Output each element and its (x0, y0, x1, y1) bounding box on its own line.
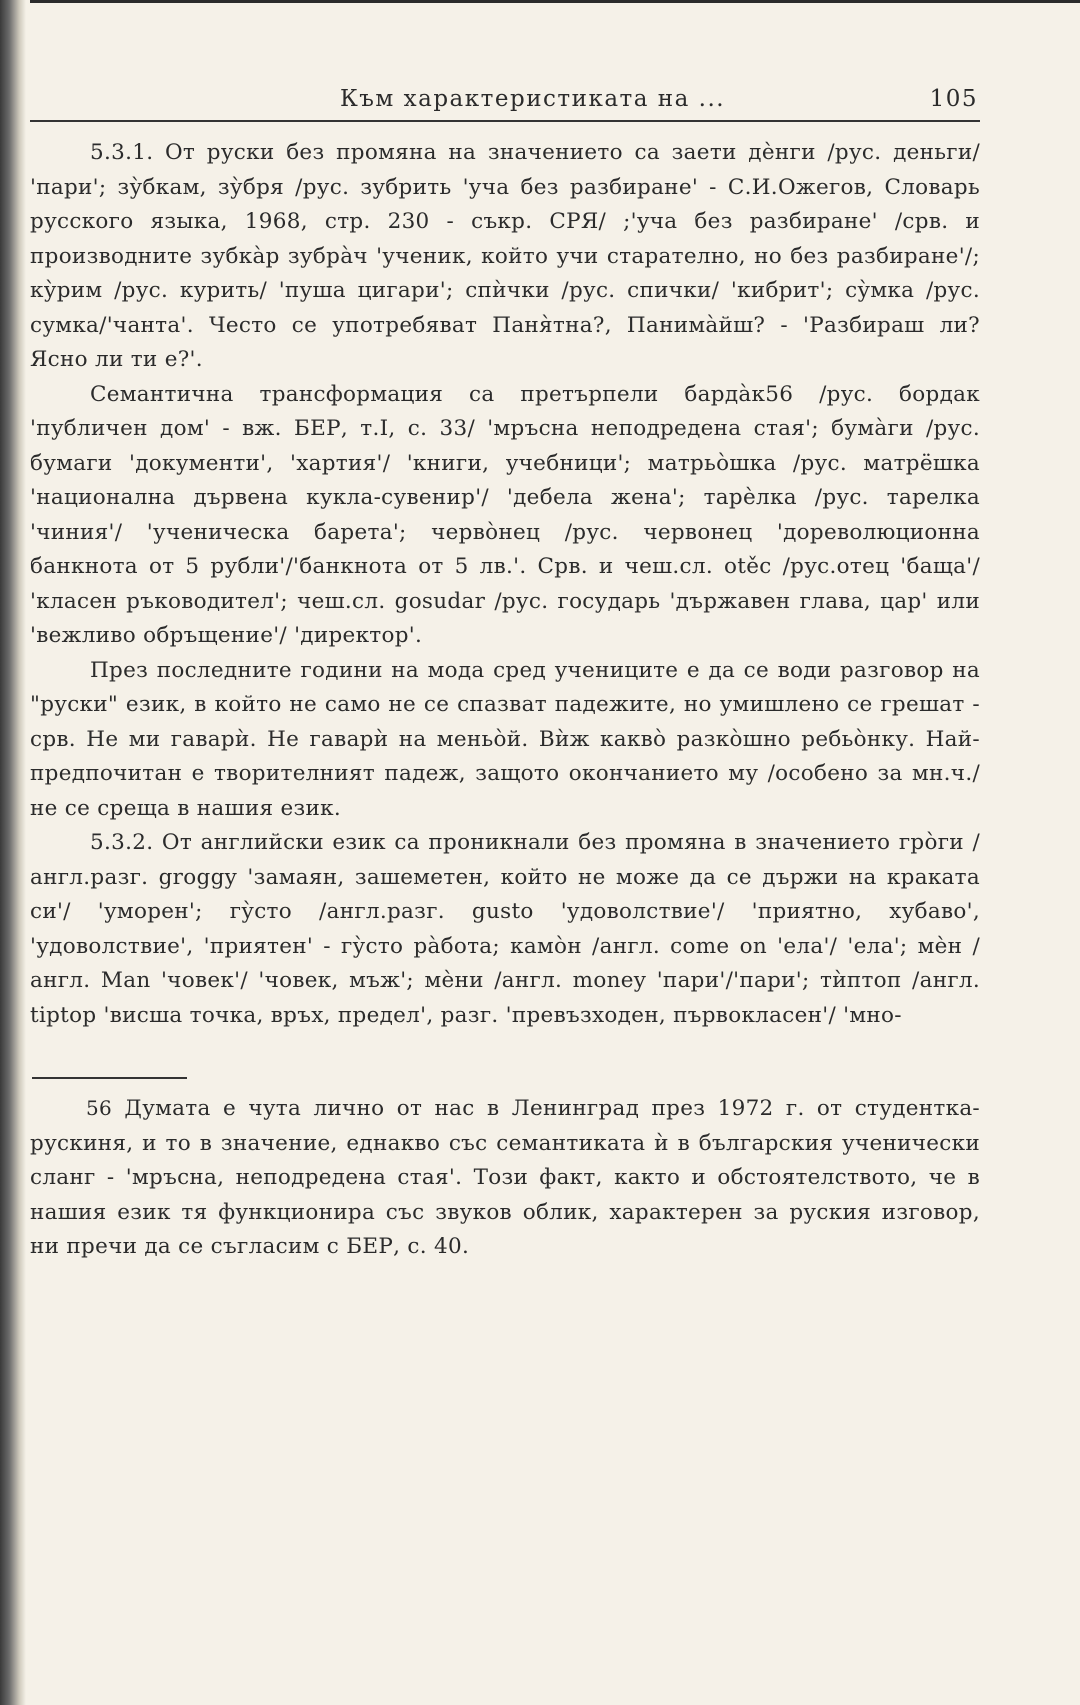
paragraph-5-3-1: 5.3.1. От руски без промяна на значението са заети дѐнги /рус. деньги/ 'пари'; зу̀бкам, зу̀бря /рус. зубрить 'уча без разбиране' - С.И.Ожегов, Словарь русского языка, 1968, стр. 230 - съкр. СРЯ/ ;'уча без разбиране' /срв. и производните зубка̀р зубра̀ч 'ученик, който учи старателно, но без разбиране'/; ку̀рим /рус. курить/ 'пуша цигари'; спѝчки /рус. спички/ 'кибрит'; су̀мка /рус. сумка/'чанта'. Често се употребяват Паня̀тна?, Панима̀йш? - 'Разбираш ли? Ясно ли ти е?'. (30, 140, 980, 372)
top-rule (30, 0, 1080, 3)
footnote (30, 1091, 980, 1265)
footnote-number: 56 (86, 1096, 113, 1120)
running-head (30, 80, 980, 122)
book-binding-edge (0, 0, 26, 1705)
page-number: 105 (929, 86, 978, 112)
footnote-text: Думата е чута лично от нас в Ленинград през 1972 г. от студентка-рускиня, и то в значение, еднакво със семантиката ѝ в българския ученически сланг - 'мръсна, неподредена стая'. Този факт, както и обстоятелството, че в нашия език тя функционира със звуков облик, характерен за руския изговор, ни пречи да се съгласим с БЕР, с. 40. (30, 1096, 981, 1259)
book-page (30, 80, 980, 1265)
running-head-title: Към характеристиката на ... (340, 86, 726, 112)
paragraph-5-3-2: 5.3.2. От английски език са проникнали без промяна в значението гро̀ги /англ.разг. groggy 'замаян, зашеметен, който не може да се държи на краката си'/ 'уморен'; гу̀сто /англ.разг. gusto 'удоволствие'/ 'приятно, хубаво', 'удоволствие', 'приятен' - гу̀сто ра̀бота; камо̀н /англ. come on 'ела'/ 'ела'; мѐн /англ. Man 'човек'/ 'човек, мъж'; мѐни /англ. money 'пари'/'пари'; тѝптоп /англ. tiptop 'висша точка, връх, предел', разг. 'превъзходен, първокласен'/ 'мно- (30, 830, 980, 1028)
main-text (30, 136, 980, 1033)
footnote-divider (32, 1077, 187, 1079)
paragraph-semantic-transformation: Семантична трансформация са претърпели барда̀к56 /рус. бордак 'публичен дом' - вж. БЕР, т.I, с. 33/ 'мръсна неподредена стая'; бума̀ги /рус. бумаги 'документи', 'хартия'/ 'книги, учебници'; матрьо̀шка /рус. матрёшка 'национална дървена кукла-сувенир'/ 'дебела жена'; тарѐлка /рус. тарелка 'чиния'/ 'ученическа барета'; черво̀нец /рус. червонец 'дореволюционна банкнота от 5 рубли'/'банкнота от 5 лв.'. Срв. и чеш.сл. otěc /рус.отец 'баща'/ 'класен ръководител'; чеш.сл. gosudar /рус. государь 'държавен глава, цар' или 'вежливо обръщение'/ 'директор'. (30, 381, 980, 648)
paragraph-russian-conversation: През последните години на мода сред учениците е да се води разговор на "руски" език, в който не само не се спазват падежите, но умишлено се грешат - срв. Не ми гаварѝ. Не гаварѝ на меньо̀й. Вѝж какво̀ разко̀шно ребьо̀нку. Най-предпочитан е творителният падеж, защото окончанието му /особено за мн.ч./ не се среща в нашия език. (30, 657, 980, 821)
